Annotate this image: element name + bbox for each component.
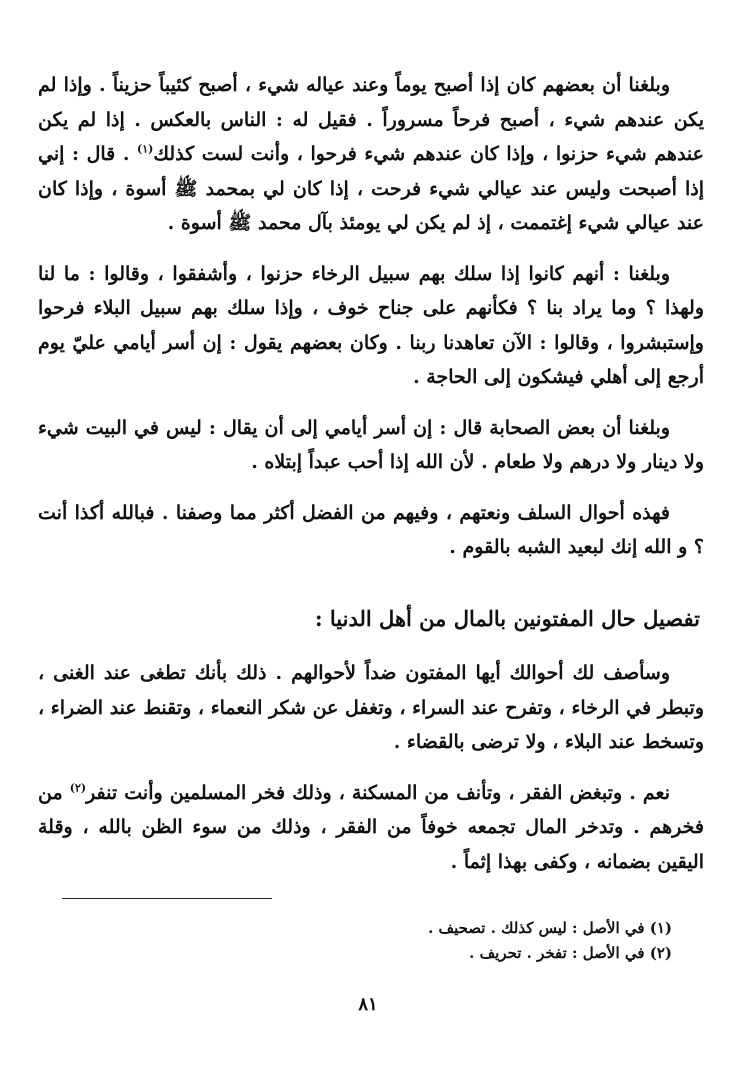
paragraph-1-text-cont: . قال : إني إذا أصبحت وليس عند عيالي شيء فرحت ، إذا كان لي بمحمد ﷺ أسوة ، وإذا كان عند عيالي شيء إغتممت ، إذ لم يكن لي يومئذ بآل محمد ﷺ أسوة . bbox=[38, 143, 704, 234]
paragraph-6-text-cont: من فخرهم . وتدخر المال تجمعه خوفاً من الفقر ، وذلك من سوء الظن بالله ، وقلة اليقين بضمانه ، وكفى بهذا إثماً . bbox=[38, 781, 704, 873]
page-number: ٨١ bbox=[358, 994, 378, 1015]
paragraph-1-text: وبلغنا أن بعضهم كان إذا أصبح يوماً وعند عياله شيء ، أصبح كئيباً حزيناً . وإذا لم يكن عندهم شيء ، أصبح فرحاً مسروراً . فقيل له : الناس بالعكس . إذا لم يكن عندهم شيء حزنوا ، وإذا كان عندهم شيء فرحوا ، وأنت لست كذلك bbox=[38, 74, 704, 165]
paragraph-6-text: نعم . وتبغض الفقر ، وتأنف من المسكنة ، وذلك فخر المسلمين وأنت تنفر bbox=[86, 781, 670, 804]
paragraph-1 bbox=[38, 68, 704, 241]
paragraph-6 bbox=[38, 776, 704, 880]
paragraph-5: وسأصف لك أحوالك أيها المفتون ضداً لأحوالهم . ذلك بأنك تطغى عند الغنى ، وتبطر في الرخاء ، وتفرح عند السراء ، وتغفل عن شكر النعماء ، وتقنط عند الضراء ، وتسخط عند البلاء ، ولا ترضى بالقضاء . bbox=[38, 662, 704, 753]
paragraph-2: وبلغنا : أنهم كانوا إذا سلك بهم سبيل الرخاء حزنوا ، وأشفقوا ، وقالوا : ما لنا ولهذا ؟ وما يراد بنا ؟ فكأنهم على جناح خوف ، وإذا سلك بهم سبيل البلاء فرحوا وإستبشروا ، وقالوا : الآن تعاهدنا ربنا . وكان بعضهم يقول : إن أسر أيامي عليّ يوم أرجع إلى أهلي فيشكون إلى الحاجة . bbox=[38, 262, 704, 388]
body-text-top bbox=[38, 68, 704, 565]
paragraph-3: وبلغنا أن بعض الصحابة قال : إن أسر أيامي إلى أن يقال : ليس في البيت شيء ولا دينار ولا درهم ولا طعام . لأن الله إذا أحب عبداً إبتلاه . bbox=[38, 416, 704, 473]
footnote-2: (٢) في الأصل : تفخر . تحريف . bbox=[469, 944, 672, 962]
footnotes bbox=[428, 916, 672, 966]
paragraph-4: فهذه أحوال السلف ونعتهم ، وفيهم من الفضل أكثر مما وصفنا . فبالله أكذا أنت ؟ و الله إنك لبعيد الشبه بالقوم . bbox=[38, 501, 704, 558]
body-text-bottom bbox=[38, 656, 704, 879]
footnote-divider bbox=[62, 898, 272, 899]
footnote-ref-2: (٢) bbox=[69, 781, 87, 795]
footnote-1: (١) في الأصل : ليس كذلك . تصحيف . bbox=[428, 919, 672, 937]
footnote-ref-1: (١) bbox=[137, 142, 154, 156]
section-heading: تفصيل حال المفتونين بالمال من أهل الدنيا : bbox=[314, 606, 700, 631]
